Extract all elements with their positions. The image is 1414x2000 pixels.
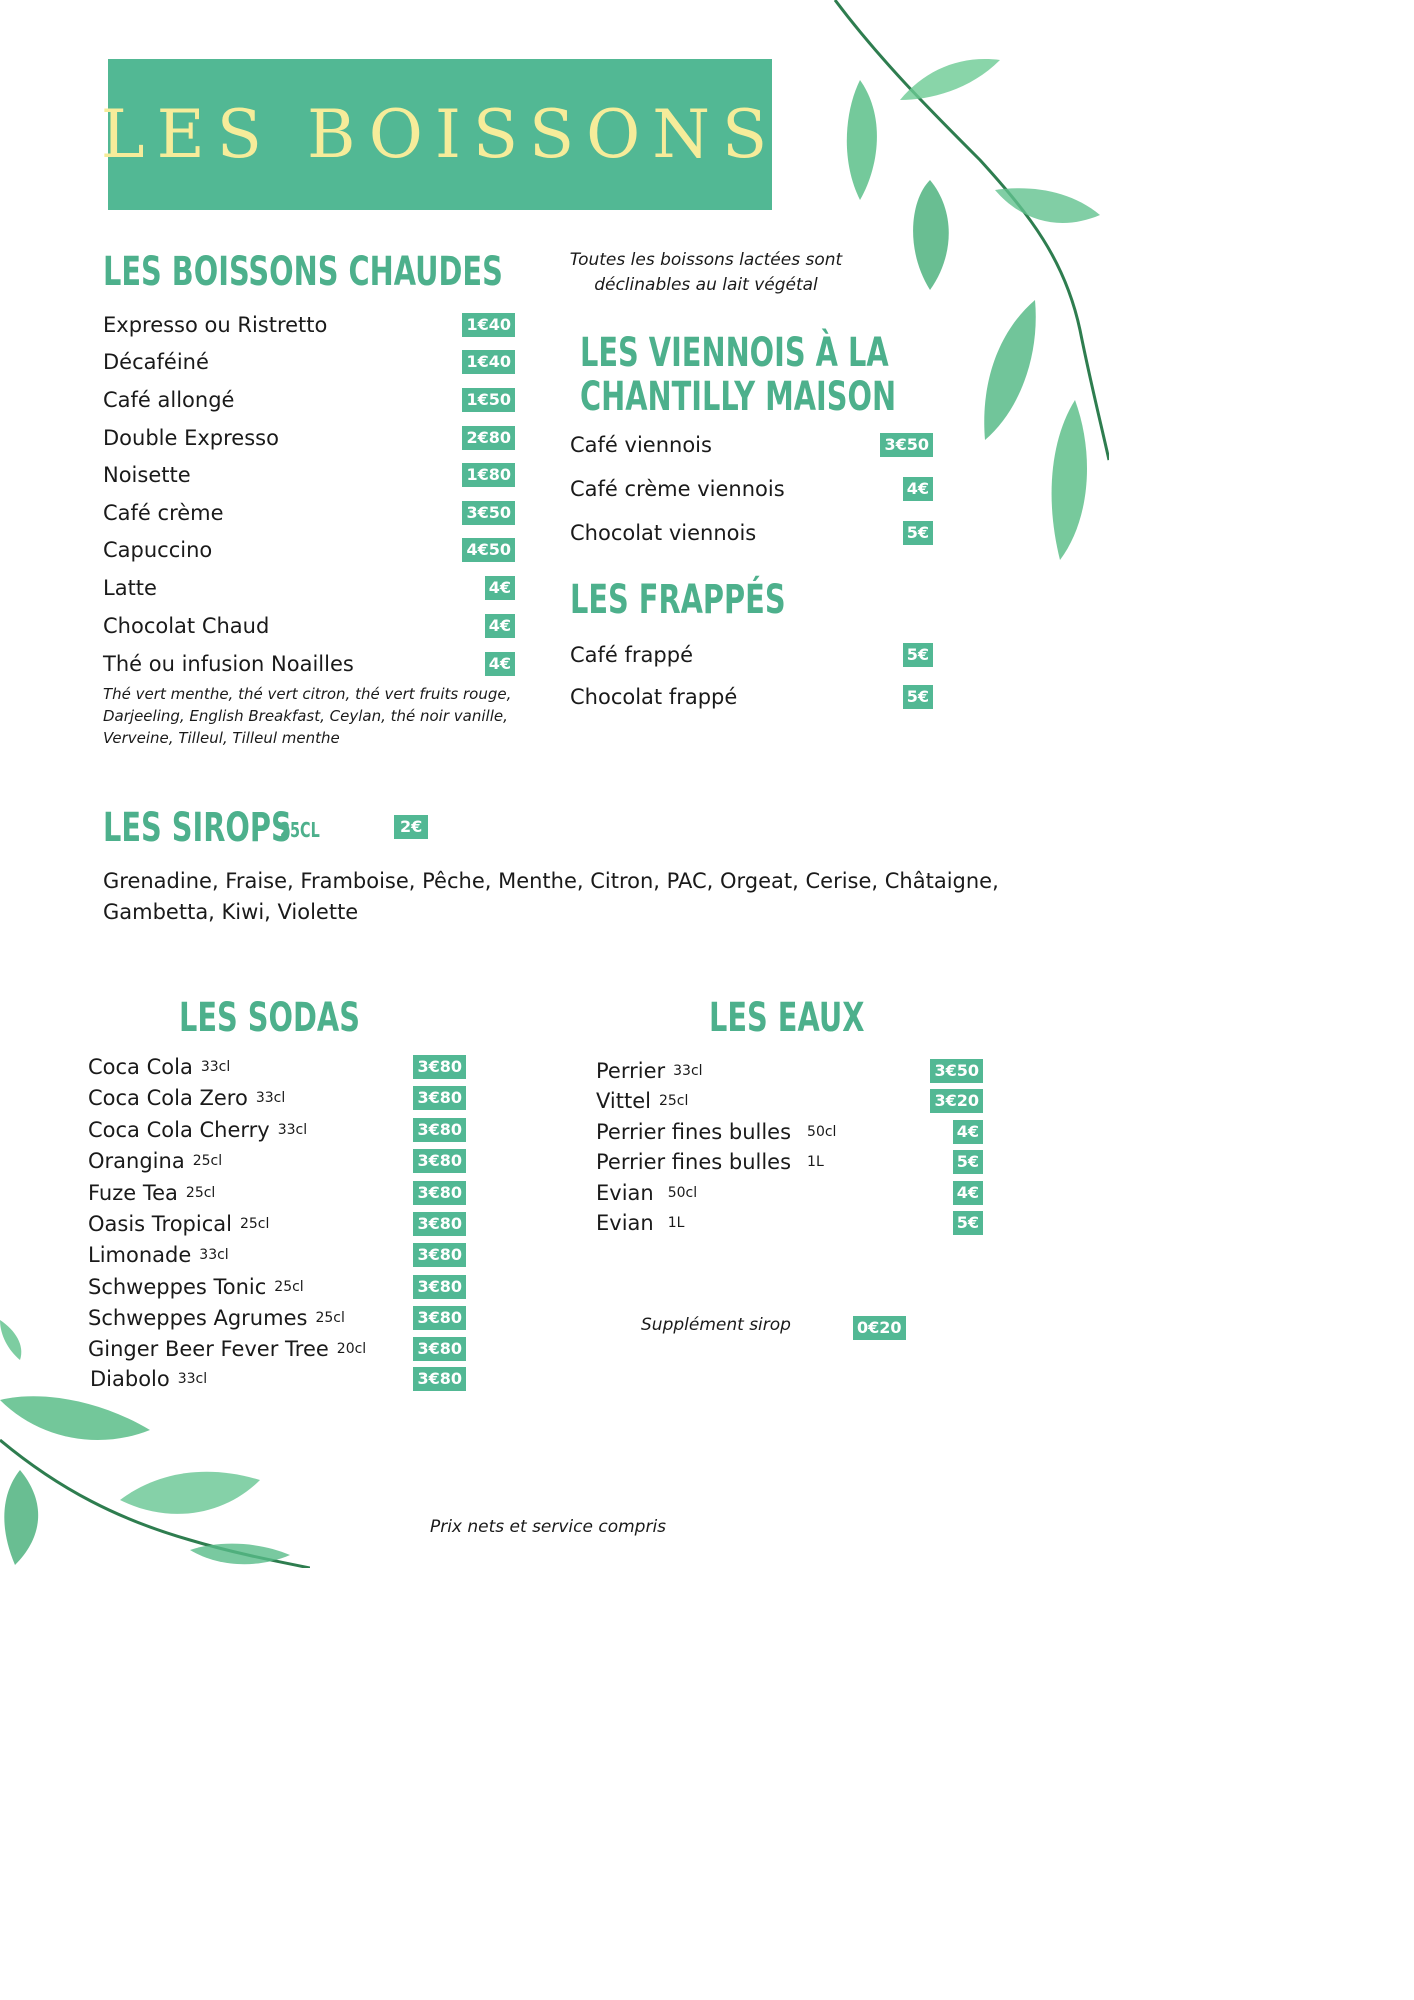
- heading-viennois-line1: LES VIENNOIS À LA: [580, 330, 889, 376]
- item-volume: 1L: [667, 1215, 685, 1231]
- item-label: Thé ou infusion Noailles: [103, 652, 354, 676]
- item-label: Orangina: [88, 1149, 185, 1173]
- price-badge: 3€20: [930, 1089, 983, 1113]
- price-badge: 1€40: [462, 313, 515, 337]
- list-item: [88, 1083, 466, 1113]
- list-item: [103, 498, 515, 528]
- supplement-label: Supplément sirop: [641, 1315, 791, 1335]
- list-item: [596, 1178, 983, 1208]
- item-label: Café crème viennois: [570, 477, 785, 501]
- item-volume: 1L: [807, 1154, 824, 1170]
- page-title: LES BOISSONS: [100, 96, 780, 173]
- list-item: [103, 611, 515, 641]
- list-item: [570, 474, 933, 504]
- item-volume: 33cl: [277, 1122, 308, 1138]
- item-label: Café allongé: [103, 388, 235, 412]
- item-label: Schweppes Agrumes: [88, 1306, 308, 1330]
- item-label: Latte: [103, 576, 157, 600]
- sodas-list: [88, 1052, 466, 1392]
- price-badge: 1€40: [462, 350, 515, 374]
- item-label: Perrier fines bulles: [596, 1150, 792, 1174]
- item-volume: 25cl: [239, 1216, 270, 1232]
- footer-note: Prix nets et service compris: [429, 1517, 667, 1537]
- title-banner: [100, 59, 780, 210]
- list-item: [570, 518, 933, 548]
- item-label: Perrier: [596, 1059, 666, 1083]
- list-item: [103, 460, 515, 490]
- price-badge: 4€: [485, 652, 515, 676]
- price-badge: 3€50: [462, 501, 515, 525]
- item-label: Café frappé: [570, 643, 693, 667]
- item-volume: 25cl: [192, 1153, 223, 1169]
- item-label: Evian: [596, 1181, 654, 1205]
- item-volume: 33cl: [673, 1063, 703, 1079]
- eaux-list: [596, 1056, 983, 1246]
- price-badge: 3€50: [930, 1059, 983, 1083]
- item-volume: 25cl: [185, 1185, 216, 1201]
- price-badge: 3€80: [413, 1118, 466, 1142]
- viennois-list: [570, 430, 933, 555]
- price-badge: 5€: [903, 643, 933, 667]
- item-volume: 50cl: [807, 1124, 837, 1140]
- price-badge: 5€: [903, 521, 933, 545]
- list-item: [88, 1272, 466, 1302]
- item-volume: 50cl: [667, 1185, 698, 1201]
- price-badge: 5€: [903, 685, 933, 709]
- item-volume: 33cl: [255, 1090, 286, 1106]
- price-badge: 1€80: [462, 463, 515, 487]
- list-item: [88, 1052, 466, 1082]
- price-badge: 3€80: [413, 1055, 466, 1079]
- list-item: [88, 1115, 466, 1145]
- price-badge: 4€: [953, 1181, 983, 1205]
- item-label: Vittel: [596, 1089, 651, 1113]
- list-item: [103, 347, 515, 377]
- item-label: Limonade: [88, 1243, 192, 1267]
- item-label: Capuccino: [103, 538, 213, 562]
- price-badge: 3€80: [413, 1367, 466, 1391]
- price-badge: 2€80: [462, 426, 515, 450]
- price-badge: 3€80: [413, 1181, 466, 1205]
- item-label: Diabolo: [90, 1367, 170, 1391]
- item-label: Décaféiné: [103, 350, 209, 374]
- hot-drinks-list: [103, 310, 515, 680]
- list-item: [88, 1178, 466, 1208]
- list-item: [103, 310, 515, 340]
- list-item: [570, 640, 933, 670]
- item-label: Coca Cola: [88, 1055, 193, 1079]
- price-badge: 3€80: [413, 1337, 466, 1361]
- item-label: Ginger Beer Fever Tree: [88, 1337, 329, 1361]
- price-badge: 3€80: [413, 1275, 466, 1299]
- item-label: Coca Cola Cherry: [88, 1118, 270, 1142]
- item-label: Noisette: [103, 463, 191, 487]
- vegetal-milk-note: Toutes les boissons lactées sont déclinables au lait végétal: [569, 250, 843, 295]
- item-label: Fuze Tea: [88, 1181, 178, 1205]
- item-label: Coca Cola Zero: [88, 1086, 248, 1110]
- sirops-volume: 25CL: [280, 818, 320, 842]
- list-item: [103, 573, 515, 603]
- tea-varieties-note: Thé vert menthe, thé vert citron, thé vert fruits rouge, Darjeeling, English Breakfast, Ceylan, thé noir vanille, Verveine, Tilleul, Tilleul menthe: [103, 685, 512, 747]
- heading-eaux: LES EAUX: [709, 995, 865, 1041]
- item-volume: 25cl: [274, 1279, 304, 1295]
- item-label: Café viennois: [570, 433, 712, 457]
- list-item: [596, 1086, 983, 1116]
- heading-sodas: LES SODAS: [179, 995, 360, 1041]
- item-volume: 33cl: [177, 1371, 208, 1387]
- list-item: [596, 1208, 983, 1238]
- price-badge: 3€80: [413, 1212, 466, 1236]
- item-label: Double Expresso: [103, 426, 279, 450]
- heading-frappes: LES FRAPPÉS: [570, 577, 786, 623]
- heading-viennois-line2: CHANTILLY MAISON: [580, 374, 897, 420]
- item-volume: 33cl: [199, 1247, 229, 1263]
- price-badge: 5€: [953, 1150, 983, 1174]
- price-badge: 3€80: [413, 1149, 466, 1173]
- list-item: [103, 385, 515, 415]
- item-label: Expresso ou Ristretto: [103, 313, 328, 337]
- item-volume: 33cl: [200, 1059, 231, 1075]
- item-label: Schweppes Tonic: [88, 1275, 267, 1299]
- item-volume: 20cl: [336, 1341, 367, 1357]
- price-badge: 3€80: [413, 1306, 466, 1330]
- list-item: [570, 682, 933, 712]
- list-item: [103, 423, 515, 453]
- list-item: [596, 1056, 983, 1086]
- item-volume: 25cl: [658, 1093, 689, 1109]
- item-volume: 25cl: [315, 1310, 345, 1326]
- item-label: Perrier fines bulles: [596, 1120, 792, 1144]
- price-badge: 4€: [953, 1120, 983, 1144]
- item-label: Café crème: [103, 501, 224, 525]
- list-item: [596, 1147, 983, 1177]
- item-label: Chocolat frappé: [570, 685, 738, 709]
- list-item: [596, 1117, 983, 1147]
- list-item: [570, 430, 933, 460]
- list-item: [88, 1146, 466, 1176]
- list-item: [88, 1240, 466, 1270]
- sirops-flavours-list: Grenadine, Fraise, Framboise, Pêche, Menthe, Citron, PAC, Orgeat, Cerise, Châtaigne, Gambetta, Kiwi, Violette: [103, 869, 999, 924]
- price-badge: 3€80: [413, 1243, 466, 1267]
- item-label: Chocolat viennois: [570, 521, 757, 545]
- list-item: [103, 649, 515, 679]
- price-badge: 4€: [485, 576, 515, 600]
- list-item: [88, 1209, 466, 1239]
- item-label: Evian: [596, 1211, 654, 1235]
- sirops-price-badge: 2€: [394, 815, 428, 839]
- list-item: [88, 1334, 466, 1364]
- list-item: [88, 1303, 466, 1333]
- price-badge: 5€: [953, 1211, 983, 1235]
- item-label: Oasis Tropical: [88, 1212, 232, 1236]
- price-badge: 4€: [903, 477, 933, 501]
- frappes-list: [570, 640, 933, 720]
- price-badge: 3€50: [880, 433, 933, 457]
- list-item: [90, 1364, 466, 1394]
- price-badge: 3€80: [413, 1086, 466, 1110]
- price-badge: 4€50: [462, 538, 515, 562]
- price-badge: 4€: [485, 614, 515, 638]
- price-badge: 1€50: [462, 388, 515, 412]
- heading-sirops: LES SIROPS: [103, 805, 292, 851]
- list-item: [103, 535, 515, 565]
- item-label: Chocolat Chaud: [103, 614, 270, 638]
- heading-boissons-chaudes: LES BOISSONS CHAUDES: [103, 249, 503, 295]
- supplement-price-badge: 0€20: [853, 1316, 906, 1340]
